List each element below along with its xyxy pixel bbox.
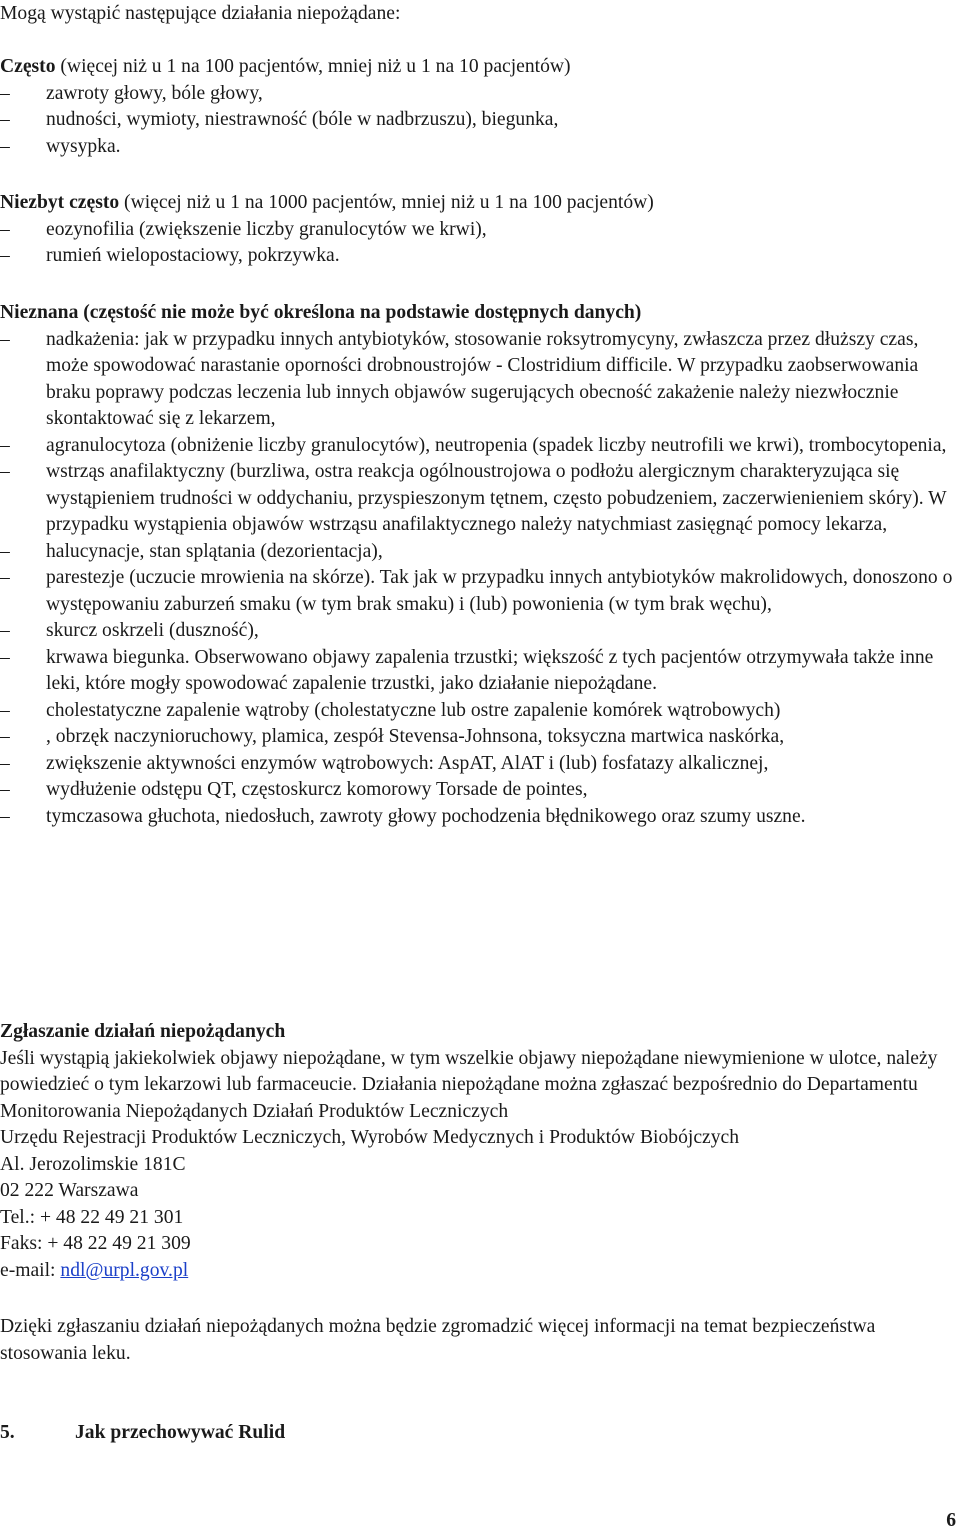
- list-item: – zawroty głowy, bóle głowy,: [0, 81, 958, 108]
- dash-bullet: –: [0, 726, 10, 747]
- reporting-fax: Faks: + 48 22 49 21 309: [0, 1233, 191, 1254]
- dash-bullet: –: [0, 82, 10, 104]
- dash-bullet: –: [0, 620, 10, 641]
- dash-bullet: –: [0, 540, 10, 562]
- list-item: – halucynacje, stan splątania (dezorientacja),: [0, 539, 958, 566]
- reporting-heading: Zgłaszanie działań niepożądanych: [0, 1021, 286, 1042]
- dash-bullet: –: [0, 461, 10, 482]
- list-item: – nadkażenia: jak w przypadku innych antybiotyków, stosowanie roksytromycyny, zwłaszcza przez dłuższy czas, może spowodować narastanie oporności drobnoustrojów - Clostridium difficile. W przypadku zaobserwowania braku poprawy podczas leczenia lub innych objawów sugerujących obecność zakażenie należy niezwłocznie skontaktować się z lekarzem,: [0, 328, 919, 429]
- section-5-heading: [0, 1420, 285, 1447]
- list-item: – eozynofilia (zwiększenie liczby granulocytów we krwi),: [0, 217, 958, 244]
- list-item: – nudności, wymioty, niestrawność (bóle w nadbrzuszu), biegunka,: [0, 107, 958, 134]
- dash-bullet: –: [0, 567, 10, 588]
- frequency-section-uncommon: [0, 190, 958, 270]
- dash-bullet: –: [0, 434, 10, 456]
- list-item: – wydłużenie odstępu QT, częstoskurcz komorowy Torsade de pointes,: [0, 777, 958, 804]
- section-heading: [0, 190, 958, 217]
- email-label: e-mail:: [0, 1259, 61, 1281]
- list-item: – skurcz oskrzeli (duszność),: [0, 618, 958, 645]
- list-item: – , obrzęk naczynioruchowy, plamica, zespół Stevensa-Johnsona, toksyczna martwica naskórka,: [0, 724, 958, 751]
- section-heading-rest: (więcej niż u 1 na 1000 pacjentów, mniej niż u 1 na 100 pacjentów): [119, 192, 654, 213]
- list-item: – cholestatyczne zapalenie wątroby (cholestatyczne lub ostre zapalenie komórek wątrobowych): [0, 698, 958, 725]
- reporting-city: 02 222 Warszawa: [0, 1180, 139, 1201]
- email-link[interactable]: ndl@urpl.gov.pl: [60, 1259, 189, 1281]
- reporting-section: [0, 1019, 958, 1284]
- reporting-org: Urzędu Rejestracji Produktów Leczniczych, Wyrobów Medycznych i Produktów Biobójczych: [0, 1127, 740, 1148]
- frequency-section-common: [0, 54, 958, 160]
- dash-bullet: –: [0, 752, 10, 774]
- dash-bullet: –: [0, 805, 10, 827]
- dash-bullet: –: [0, 779, 10, 800]
- list-item: – parestezje (uczucie mrowienia na skórze). Tak jak w przypadku innych antybiotyków makrolidowych, donoszono o występowaniu zaburzeń smaku (w tym brak smaku) i (lub) powonienia (w tym brak węchu),: [0, 567, 953, 615]
- reporting-phone: Tel.: + 48 22 49 21 301: [0, 1206, 184, 1228]
- dash-bullet: –: [0, 109, 10, 130]
- side-effects-list: [0, 81, 958, 161]
- page-number: 6: [946, 1510, 956, 1531]
- dash-bullet: –: [0, 646, 10, 668]
- dash-bullet: –: [0, 328, 10, 350]
- section-heading: [0, 300, 958, 327]
- dash-bullet: –: [0, 218, 10, 240]
- side-effects-list: [0, 217, 958, 270]
- list-item: – wysypka.: [0, 134, 958, 161]
- reporting-street: Al. Jerozolimskie 181C: [0, 1153, 186, 1175]
- section-heading-bold: Często: [0, 56, 56, 77]
- side-effects-list: [0, 327, 958, 831]
- section-heading: [0, 54, 958, 81]
- section-title: Jak przechowywać Rulid: [75, 1422, 286, 1443]
- list-item: – wstrząs anafilaktyczny (burzliwa, ostra reakcja ogólnoustrojowa o podłożu alergicznym charakteryzująca się wystąpieniem trudności w oddychaniu, przyspieszonym tętnem, często pobudzeniem, zaczerwienieniem skóry). W przypadku wystąpienia objawów wstrząsu anafilaktycznego należy natychmiast zasięgnąć pomocy lekarza,: [0, 461, 947, 535]
- intro-text: Mogą wystąpić następujące działania niepożądane:: [0, 3, 401, 24]
- dash-bullet: –: [0, 135, 10, 157]
- section-heading-bold: Niezbyt często: [0, 192, 120, 213]
- reporting-body: Jeśli wystąpią jakiekolwiek objawy niepożądane, w tym wszelkie objawy niepożądane niewymienione w ulotce, należy powiedzieć o tym lekarzowi lub farmaceucie. Działania niepożądane można zgłaszać bezpośrednio do Departamentu Monitorowania Niepożądanych Działań Produktów Leczniczych: [0, 1047, 938, 1122]
- section-number: 5.: [0, 1422, 15, 1443]
- dash-bullet: –: [0, 699, 10, 721]
- list-item: – agranulocytoza (obniżenie liczby granulocytów), neutropenia (spadek liczby neutrofili we krwi), trombocytopenia,: [0, 433, 958, 460]
- list-item: – rumień wielopostaciowy, pokrzywka.: [0, 243, 958, 270]
- dash-bullet: –: [0, 245, 10, 266]
- section-heading-rest: (więcej niż u 1 na 100 pacjentów, mniej niż u 1 na 10 pacjentów): [55, 56, 571, 77]
- list-item: – zwiększenie aktywności enzymów wątrobowych: AspAT, AlAT i (lub) fosfatazy alkalicznej,: [0, 751, 958, 778]
- list-item: – krwawa biegunka. Obserwowano objawy zapalenia trzustki; większość z tych pacjentów otrzymywała także inne leki, które mogły spowodować zapalenie trzustki, jako działanie niepożądane.: [0, 646, 934, 694]
- frequency-section-unknown: [0, 300, 958, 830]
- thanks-paragraph: Dzięki zgłaszaniu działań niepożądanych można będzie zgromadzić więcej informacji na temat bezpieczeństwa stosowania leku.: [0, 1316, 876, 1364]
- section-heading-bold: Nieznana (częstość nie może być określona na podstawie dostępnych danych): [0, 302, 642, 323]
- list-item: – tymczasowa głuchota, niedosłuch, zawroty głowy pochodzenia błędnikowego oraz szumy uszne.: [0, 804, 958, 831]
- reporting-email-line: [0, 1258, 958, 1285]
